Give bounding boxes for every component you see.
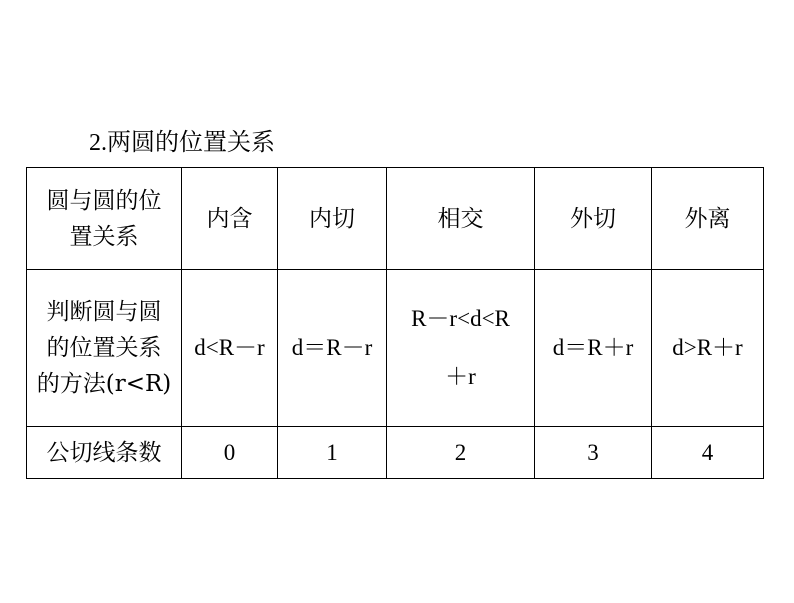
cell-tangents-waiqie: 3 — [535, 427, 652, 479]
section-title — [89, 126, 275, 159]
section-number: 2. — [89, 130, 107, 156]
cell-condition-xiangjiao: R－r<d<R＋r — [387, 270, 535, 427]
cell-waili: 外离 — [652, 168, 764, 270]
cell-condition-neihan: d<R－r — [182, 270, 278, 427]
circle-position-table — [26, 167, 764, 479]
cell-condition-waili: d>R＋r — [652, 270, 764, 427]
row-header-tangents: 公切线条数 — [27, 427, 182, 479]
cell-neihan: 内含 — [182, 168, 278, 270]
cell-tangents-neiqie: 1 — [278, 427, 387, 479]
cell-neiqie: 内切 — [278, 168, 387, 270]
section-title-text: 两圆的位置关系 — [107, 128, 275, 156]
cell-xiangjiao: 相交 — [387, 168, 535, 270]
table-row-method — [27, 270, 764, 427]
row-header-position: 圆与圆的位 置关系 — [27, 168, 182, 270]
cell-tangents-xiangjiao: 2 — [387, 427, 535, 479]
cell-tangents-waili: 4 — [652, 427, 764, 479]
table-row-position — [27, 168, 764, 270]
table-row-tangents — [27, 427, 764, 479]
cell-waiqie: 外切 — [535, 168, 652, 270]
cell-condition-waiqie: d＝R＋r — [535, 270, 652, 427]
cell-tangents-neihan: 0 — [182, 427, 278, 479]
cell-condition-neiqie: d＝R－r — [278, 270, 387, 427]
row-header-method: 判断圆与圆 的位置关系 的方法(r<R) — [27, 270, 182, 427]
